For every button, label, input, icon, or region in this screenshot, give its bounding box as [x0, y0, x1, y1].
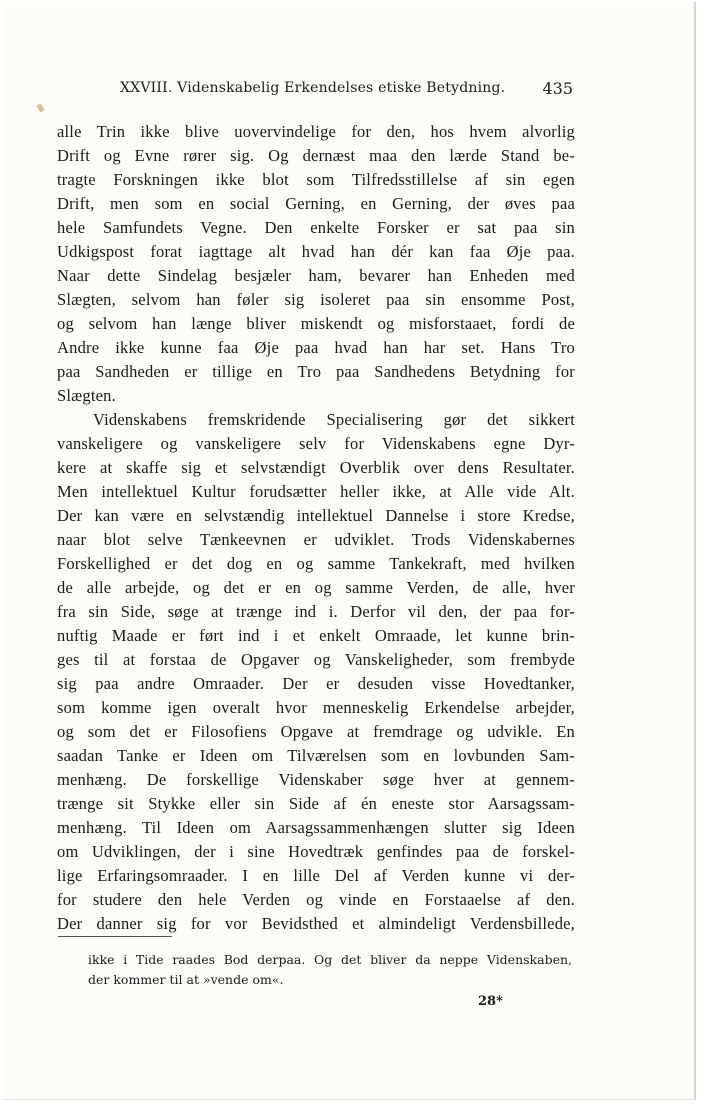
body-text	[57, 120, 575, 936]
text-line: hele Samfundets Vegne. Den enkelte Forsker er sat paa sin	[57, 218, 575, 237]
footnote-line: der kommer til at »vende om«.	[88, 972, 284, 987]
text-line: nuftig Maade er ført ind i et enkelt Omraade, let kunne brin-	[57, 626, 575, 645]
paragraph-start-line: Videnskabens fremskridende Specialisering gør det sikkert	[93, 410, 575, 429]
text-line: tragte Forskningen ikke blot som Tilfredsstillelse af sin egen	[57, 170, 575, 189]
page-number: 435	[542, 79, 573, 98]
text-line: og som det er Filosofiens Opgave at fremdrage og udvikle. En	[57, 722, 575, 741]
paragraph-end-line: Slægten.	[57, 386, 116, 405]
text-line: kere at skaffe sig et selvstændigt Overblik over dens Resultater.	[57, 458, 575, 477]
ink-speck	[36, 103, 44, 112]
footnote-rule	[58, 936, 172, 937]
text-line: trænge sit Stykke eller sin Side af én eneste stor Aarsagssam-	[57, 794, 575, 813]
text-line: menhæng. Til Ideen om Aarsagssammenhængen slutter sig Ideen	[57, 818, 575, 837]
text-line: Drift og Evne rører sig. Og dernæst maa den lærde Stand be-	[57, 146, 575, 165]
text-line: Forskellighed er det dog en og samme Tankekraft, med hvilken	[57, 554, 575, 573]
text-line: Slægten, selvom han føler sig isoleret paa sin ensomme Post,	[57, 290, 575, 309]
text-line: for studere den hele Verden og vinde en Forstaaelse af den.	[57, 890, 575, 909]
text-line: Andre ikke kunne faa Øje paa hvad han har set. Hans Tro	[57, 338, 575, 357]
text-line: de alle arbejde, og det er en og samme Verden, de alle, hver	[57, 578, 575, 597]
text-line: fra sin Side, søge at trænge ind i. Derfor vil den, der paa for-	[57, 602, 575, 621]
text-line: ges til at forstaa de Opgaver og Vanskeligheder, som frembyde	[57, 650, 575, 669]
text-line: Der kan være en selvstændig intellektuel Dannelse i store Kredse,	[57, 506, 575, 525]
text-line: om Udviklingen, der i sine Hovedtræk genfindes paa de forskel-	[57, 842, 575, 861]
book-page	[2, 2, 696, 1100]
text-line: lige Erfaringsomraader. I en lille Del af Verden kunne vi der-	[57, 866, 575, 885]
text-line: Naar dette Sindelag besjæler ham, bevarer han Enheden med	[57, 266, 575, 285]
text-line: naar blot selve Tænkeevnen er udviklet. Trods Videnskabernes	[57, 530, 575, 549]
signature-mark: 28*	[478, 994, 503, 1009]
footnote	[88, 950, 572, 990]
footnote-line: ikke i Tide raades Bod derpaa. Og det bliver da neppe Videnskaben,	[88, 952, 572, 967]
text-line: saadan Tanke er Ideen om Tilværelsen som en lovbunden Sam-	[57, 746, 575, 765]
text-line: vanskeligere og vanskeligere selv for Videnskabens egne Dyr-	[57, 434, 575, 453]
running-head	[120, 80, 576, 102]
text-line: sig paa andre Omraader. Der er desuden visse Hovedtanker,	[57, 674, 575, 693]
text-line: menhæng. De forskellige Videnskaber søge hver at gennem-	[57, 770, 575, 789]
text-line: som komme igen overalt hvor menneskelig Erkendelse arbejder,	[57, 698, 575, 717]
text-line: og selvom han længe bliver miskendt og misforstaaet, fordi de	[57, 314, 575, 333]
text-line: Der danner sig for vor Bevidsthed et almindeligt Verdensbillede,	[57, 914, 575, 933]
text-line: alle Trin ikke blive uovervindelige for den, hos hvem alvorlig	[57, 122, 575, 141]
text-line: paa Sandheden er tillige en Tro paa Sandhedens Betydning for	[57, 362, 575, 381]
text-line: Drift, men som en social Gerning, en Gerning, der øves paa	[57, 194, 575, 213]
text-line: Men intellektuel Kultur forudsætter heller ikke, at Alle vide Alt.	[57, 482, 575, 501]
running-title: XXVIII. Videnskabelig Erkendelses etiske Betydning.	[120, 80, 506, 96]
text-line: Udkigspost forat iagttage alt hvad han dér kan faa Øje paa.	[57, 242, 575, 261]
